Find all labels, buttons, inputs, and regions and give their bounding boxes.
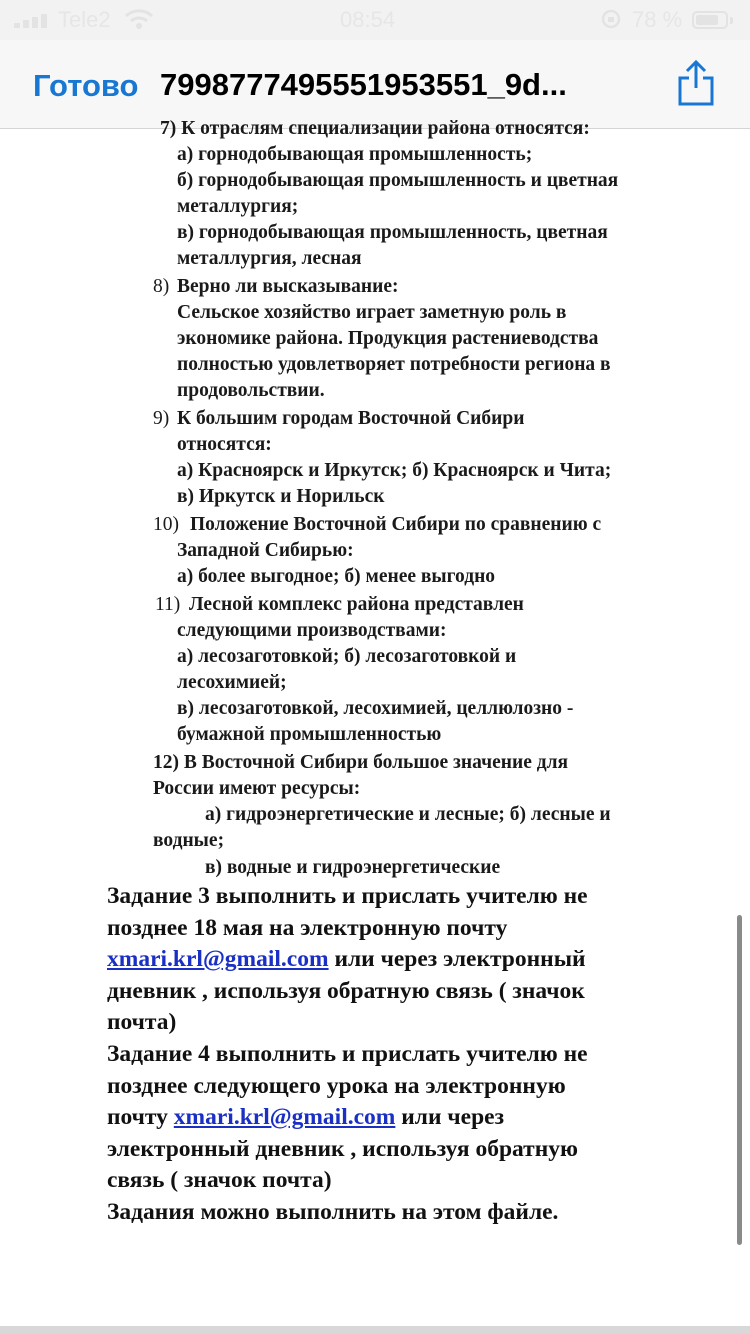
question-11-line1: следующими производствами: [177, 620, 447, 641]
answer-12b: в) водные и гидроэнергетические [205, 857, 501, 878]
task-4-line3-rest: или через [395, 1104, 505, 1130]
answer-9a: а) Красноярск и Иркутск; б) Красноярск и Чита; [177, 460, 612, 481]
answer-7c-line2: металлургия, лесная [177, 248, 362, 269]
battery-icon [692, 11, 728, 29]
question-8-line1: Сельское хозяйство играет заметную роль в [177, 302, 567, 323]
task-3-line5: почта) [107, 1009, 177, 1035]
question-12-title: 12) В Восточной Сибири большое значение для [153, 752, 569, 773]
email-link[interactable]: xmari.krl@gmail.com [107, 946, 329, 972]
task-4-line4: электронный дневник , используя обратную [107, 1136, 578, 1162]
task-3-line2: позднее 18 мая на электронную почту [107, 915, 508, 941]
question-8-line2: экономике района. Продукция растениеводства [177, 328, 599, 349]
orientation-lock-icon [600, 8, 622, 30]
final-note: Задания можно выполнить на этом файле. [107, 1199, 559, 1225]
question-8-line4: продовольствии. [177, 380, 325, 401]
task-3-line3-rest: или через электронный [328, 946, 586, 972]
answer-12a-line2: водные; [153, 830, 225, 851]
question-12-line1: России имеют ресурсы: [153, 778, 361, 799]
answer-11b-line1: в) лесозаготовкой, лесохимией, целлюлозно - [177, 698, 574, 719]
question-7-title: 7) К отраслям специализации района относятся: [160, 118, 590, 139]
task-4-line1: Задание 4 выполнить и прислать учителю не [107, 1041, 588, 1067]
answer-10a: а) более выгодное; б) менее выгодно [177, 566, 496, 587]
document-view[interactable] [0, 118, 750, 1334]
status-bar [0, 0, 750, 40]
question-8-title: Верно ли высказывание: [177, 276, 399, 297]
task-3-line3 [107, 944, 586, 974]
task-4-line3 [107, 1102, 504, 1132]
answer-7b-line2: металлургия; [177, 196, 299, 217]
question-11-number: 11) [155, 594, 181, 615]
email-link[interactable]: xmari.krl@gmail.com [173, 1104, 396, 1130]
question-10-line1: Западной Сибирью: [177, 540, 354, 561]
done-button[interactable]: Готово [33, 68, 139, 103]
task-3-line4: дневник , используя обратную связь ( значок [107, 978, 585, 1004]
share-icon[interactable] [676, 58, 716, 108]
answer-11b-line2: бумажной промышленностью [177, 724, 442, 745]
question-9-line1: относятся: [177, 434, 272, 455]
document-title: 7998777495551953551_9d... [160, 67, 567, 102]
wifi-icon [124, 8, 154, 30]
document-nav-bar [0, 40, 750, 129]
clock: 08:54 [340, 7, 396, 32]
answer-11a-line1: а) лесозаготовкой; б) лесозаготовкой и [177, 646, 517, 667]
battery-percentage: 78 % [632, 7, 683, 32]
question-8-number: 8) [153, 276, 170, 297]
question-11-title: Лесной комплекс района представлен [189, 594, 524, 615]
question-8-line3: полностью удовлетворяет потребности региона в [177, 354, 611, 375]
task-4-line3-prefix: почту [107, 1104, 174, 1130]
answer-7b-line1: б) горнодобывающая промышленность и цветная [177, 170, 619, 191]
answer-9b: в) Иркутск и Норильск [177, 486, 385, 507]
answer-12a: а) гидроэнергетические и лесные; б) лесные и [205, 804, 611, 825]
battery-tip [730, 17, 733, 24]
answer-7c-line1: в) горнодобывающая промышленность, цветная [177, 222, 608, 243]
bottom-edge [0, 1326, 750, 1334]
question-9-title: К большим городам Восточной Сибири [177, 408, 525, 429]
answer-11a-line2: лесохимией; [177, 672, 287, 693]
question-9-number: 9) [153, 408, 170, 429]
task-3-line1: Задание 3 выполнить и прислать учителю не [107, 883, 588, 909]
task-4-line5: связь ( значок почта) [107, 1167, 332, 1193]
carrier-name: Tele2 [58, 7, 111, 32]
answer-7a: а) горнодобывающая промышленность; [177, 144, 533, 165]
scrollbar[interactable] [737, 915, 742, 1245]
task-4-line2: позднее следующего урока на электронную [107, 1073, 566, 1099]
question-10-title: Положение Восточной Сибири по сравнению с [190, 514, 602, 535]
cellular-signal-icon [14, 14, 50, 28]
question-10-number: 10) [153, 514, 179, 535]
